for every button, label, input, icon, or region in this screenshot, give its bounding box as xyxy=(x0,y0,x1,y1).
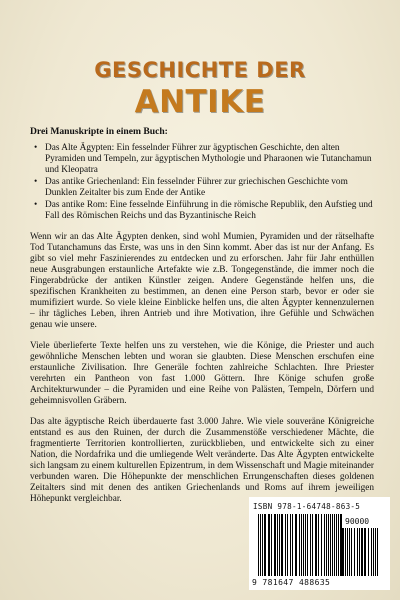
barcode-bar xyxy=(281,514,283,576)
ean-barcode xyxy=(258,514,342,576)
barcode-bar xyxy=(357,528,358,576)
barcode-bar xyxy=(359,528,360,576)
title-line-2: ANTIKE xyxy=(134,84,266,120)
paragraph-1: Wenn wir an das Alte Ägypten denken, sind wohl Mumien, Pyramiden und der rätselhafte Tod Tutanchamuns das Erste, was uns in den Sinn kommt. Aber das ist nur der Anfang. Es gibt so viel mehr Faszinierendes zu entdecken und zu erforschen. Jahr für Jahr enthüllen neue Ausgrabungen erstaunliche Artefakte wie z.B. Tongegenstände, die immer noch die Fingerabdrücke der antiken Künstler zeigen. Andere Gegenstände helfen uns, die spezifischen Krankheiten zu bestimmen, an denen eine Person starb, bevor er oder sie mumifiziert wurde. So viele kleine Einblicke helfen uns, die alten Ägypter kennenzulernen – ihr tägliches Leben, ihren Antrieb und ihre Motivation, ihre Gefühle und Schwächen genau wie unsere. xyxy=(30,232,374,330)
barcode-bar xyxy=(354,528,355,576)
barcode-bar xyxy=(310,514,311,576)
barcode-bar xyxy=(375,528,376,576)
barcode-bar xyxy=(274,514,276,576)
barcode-bar xyxy=(277,514,278,576)
barcode-bar xyxy=(279,514,280,576)
book-list xyxy=(30,143,374,222)
lead-heading: Drei Manuskripte in einem Buch: xyxy=(30,126,168,137)
barcode-bar xyxy=(312,514,313,576)
barcode-bar xyxy=(307,514,308,576)
barcode-bar xyxy=(258,514,259,576)
barcode-bar xyxy=(271,514,272,576)
barcode-bar xyxy=(305,514,306,576)
barcode-bar xyxy=(287,514,288,576)
barcode-bar xyxy=(328,514,329,576)
barcode-bar xyxy=(338,514,339,576)
barcode-bar xyxy=(299,514,300,576)
price-code: 90000 xyxy=(345,517,370,526)
barcode-bar xyxy=(347,528,348,576)
barcode-bar xyxy=(345,528,346,576)
ean-digits: 9 781647 488635 xyxy=(252,578,331,587)
barcode-bar xyxy=(285,514,286,576)
barcode-bar xyxy=(373,528,374,576)
barcode-bar xyxy=(342,528,344,576)
barcode-bar xyxy=(292,514,293,576)
paragraph-2: Viele überlieferte Texte helfen uns zu verstehen, wie die Könige, die Priester und auch gewöhnliche Menschen lebten und woran sie glaubten. Diese Menschen erschufen eine erstaunliche Zivilisation. Ihre Generäle fochten zahlreiche Schlachten. Ihre Priester verehrten ein Pantheon von fast 1.000 Göttern. Ihre Könige schufen große Architekturwunder – die Pyramiden und eine Reihe von Palästen, Tempeln, Dörfern und geheimnisvollen Gräbern. xyxy=(30,341,374,406)
paragraph-3: Das alte ägyptische Reich überdauerte fast 3.000 Jahre. Wie viele souveräne Königreiche entstand es aus den Ruinen, der durch die Zusammenstöße verschiedener Mächte, die fragmentierte Territorien kontrollierten, zurückblieben, und entwickelte sich zu einer Nation, die Nordafrika und die umliegende Welt veränderte. Das Alte Ägypten entwickelte sich langsam zu einem kulturellen Epizentrum, in dem Wissenschaft und Magie miteinander verbunden waren. Die Höhepunkte der menschlichen Errungenschaften dieses goldenen Zeitalters sind mit denen des antiken Griechenlands und Roms auf ihrem jeweiligen Höhepunkt vergleichbar. xyxy=(30,417,374,504)
barcode-bar xyxy=(326,514,327,576)
book-list-item-rome: • Das antike Rom: Eine fesselnde Einführung in die römische Republik, den Aufstieg und Fall des Römischen Reichs und das Byzantinische Reich xyxy=(45,200,374,222)
barcode-bar xyxy=(303,514,304,576)
barcode-bar xyxy=(361,528,363,576)
barcode-bar xyxy=(332,514,333,576)
cover-title xyxy=(0,58,400,120)
barcode-bar xyxy=(290,514,291,576)
barcode-bar xyxy=(295,514,297,576)
book-list-item-greece: • Das antike Griechenland: Ein fesselnder Führer zur griechischen Geschichte vom Dunklen Zeitalter bis zum Ende der Antike xyxy=(45,177,374,199)
price-barcode xyxy=(342,528,386,576)
barcode-bar xyxy=(324,514,325,576)
barcode-bar xyxy=(260,514,261,576)
barcode-bar xyxy=(371,528,372,576)
barcode-bar xyxy=(364,528,366,576)
barcode-bar xyxy=(368,528,369,576)
isbn-text: ISBN 978-1-64748-863-5 xyxy=(253,502,361,511)
barcode-bar xyxy=(264,514,266,576)
book-list-item-egypt: • Das Alte Ägypten: Ein fesselnder Führer zur ägyptischen Geschichte, den alten Pyramiden und Tempeln, zur ägyptischen Mythologie und Pharaonen wie Tutanchamun und Kleopatra xyxy=(45,143,374,176)
barcode-bar xyxy=(301,514,302,576)
barcode-bar xyxy=(330,514,331,576)
barcode-bar xyxy=(334,514,335,576)
barcode-bar xyxy=(336,514,337,576)
barcode-bar xyxy=(315,514,317,576)
barcode-bar xyxy=(262,514,263,576)
barcode-bar xyxy=(321,514,322,576)
barcode-bar xyxy=(351,528,352,576)
barcode-bar xyxy=(377,528,378,576)
title-line-1: GESCHICHTE DER xyxy=(94,58,306,82)
barcode-bar xyxy=(349,528,350,576)
barcode-bar xyxy=(268,514,270,576)
blurb xyxy=(30,126,374,515)
barcode-bar xyxy=(318,514,319,576)
